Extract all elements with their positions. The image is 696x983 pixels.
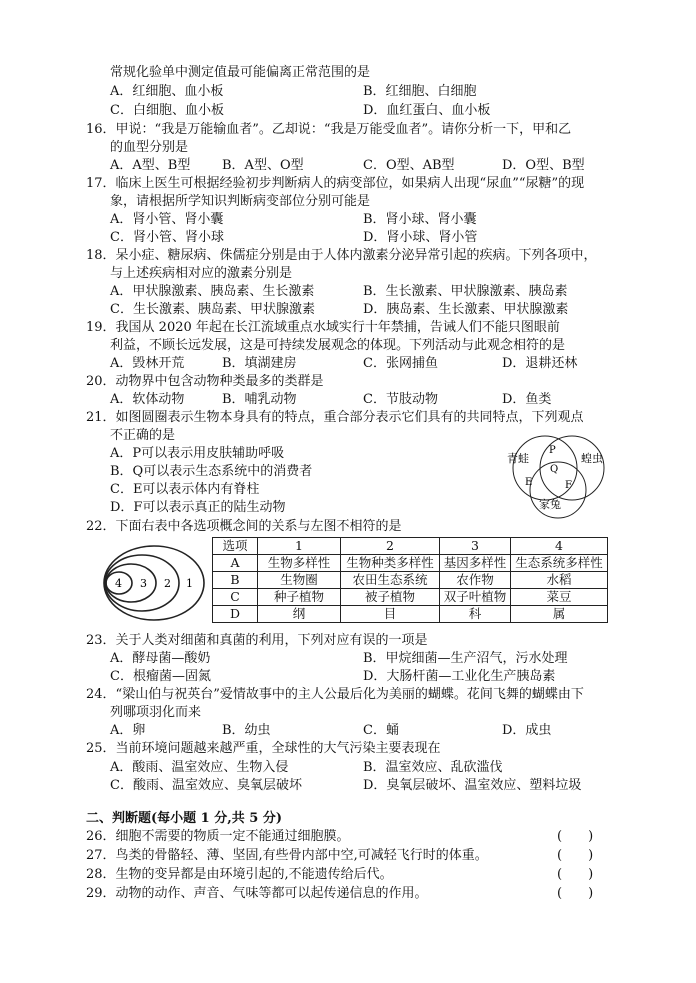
table-header-cell: 3 bbox=[440, 538, 511, 555]
q21-stem-line2: 不正确的是 bbox=[110, 428, 176, 443]
q19-option-d: D．退耕还林 bbox=[502, 356, 578, 371]
q25-stem: 25．当前环境问题越来越严重，全球性的大气污染主要表现在 bbox=[86, 741, 441, 756]
table-cell: 种子植物 bbox=[258, 589, 341, 606]
q24-option-b: B．幼虫 bbox=[222, 723, 271, 738]
judge-item-29: 29．动物的动作、声音、气味等都可以起传递信息的作用。 bbox=[86, 886, 428, 901]
q16-stem-line2: 的血型分别是 bbox=[110, 140, 189, 155]
venn-label-q: Q bbox=[550, 464, 559, 475]
q19-option-b: B．填湖建房 bbox=[222, 356, 297, 371]
table-cell: D bbox=[213, 606, 258, 623]
q18-option-b: B．生长激素、甲状腺激素、胰岛素 bbox=[363, 284, 568, 299]
q23-stem: 23．关于人类对细菌和真菌的利用，下列对应有误的一项是 bbox=[86, 633, 428, 648]
q23-option-c: C．根瘤菌—固氮 bbox=[110, 669, 211, 684]
q17-option-a: A．肾小管、肾小囊 bbox=[110, 212, 224, 227]
table-cell: B bbox=[213, 572, 258, 589]
q15-option-c: C．白细胞、血小板 bbox=[110, 103, 224, 118]
circle-label-4: 4 bbox=[115, 577, 122, 590]
venn-label-frog: 青蛙 bbox=[507, 452, 529, 465]
q19-option-c: C．张网捕鱼 bbox=[363, 356, 438, 371]
table-cell: 目 bbox=[341, 606, 440, 623]
table-cell: 科 bbox=[440, 606, 511, 623]
answer-blank-26[interactable]: ( ) bbox=[557, 829, 594, 844]
q23-option-d: D．大肠杆菌—工业化生产胰岛素 bbox=[363, 669, 556, 684]
table-cell: 菜豆 bbox=[511, 589, 608, 606]
table-cell: 属 bbox=[511, 606, 608, 623]
circle-label-1: 1 bbox=[186, 577, 193, 590]
venn-label-locust: 蝗虫 bbox=[581, 452, 603, 465]
table-cell: C bbox=[213, 589, 258, 606]
q19-stem-line2: 利益，不顾长远发展，这是可持续发展观念的体现。下列活动与此观念相符的是 bbox=[110, 338, 566, 353]
circle-label-3: 3 bbox=[140, 577, 147, 590]
answer-blank-28[interactable]: ( ) bbox=[557, 867, 594, 882]
table-cell: 农作物 bbox=[440, 572, 511, 589]
q16-option-c: C．O型、AB型 bbox=[363, 158, 455, 173]
q24-option-c: C．蛹 bbox=[363, 723, 399, 738]
table-header-cell: 选项 bbox=[213, 538, 258, 555]
q21-option-a: A．P可以表示用皮肤辅助呼吸 bbox=[110, 446, 285, 461]
table-header-cell: 1 bbox=[258, 538, 341, 555]
q16-option-d: D．O型、B型 bbox=[502, 158, 585, 173]
q18-stem-line1: 18．呆小症、糖尿病、侏儒症分别是由于人体内激素分泌异常引起的疾病。下列各项中， bbox=[86, 248, 597, 263]
table-cell: 生态系统多样性 bbox=[511, 555, 608, 572]
section-2-title: 二、判断题(每小题 1 分,共 5 分) bbox=[86, 811, 283, 826]
q23-option-a: A．酵母菌—酸奶 bbox=[110, 651, 211, 666]
q22-stem: 22．下面右表中各选项概念间的关系与左图不相符的是 bbox=[86, 519, 402, 534]
concept-table bbox=[212, 537, 608, 623]
venn-label-e: E bbox=[525, 477, 533, 488]
table-cell: 农田生态系统 bbox=[341, 572, 440, 589]
table-cell: 水稻 bbox=[511, 572, 608, 589]
q25-option-a: A．酸雨、温室效应、生物入侵 bbox=[110, 760, 289, 775]
circle-3 bbox=[106, 564, 156, 602]
q17-option-d: D．肾小球、肾小管 bbox=[363, 230, 478, 245]
table-row bbox=[213, 572, 608, 589]
table-cell: A bbox=[213, 555, 258, 572]
q21-option-c: C．E可以表示体内有脊柱 bbox=[110, 482, 260, 497]
q16-stem-line1: 16．甲说：“我是万能输血者”。乙却说：“我是万能受血者”。请你分析一下，甲和乙 bbox=[86, 122, 572, 137]
q20-stem: 20．动物界中包含动物种类最多的类群是 bbox=[86, 374, 324, 389]
q18-option-d: D．胰岛素、生长激素、甲状腺激素 bbox=[363, 302, 569, 317]
q17-option-c: C．肾小管、肾小球 bbox=[110, 230, 224, 245]
q18-stem-line2: 与上述疾病相对应的激素分别是 bbox=[110, 266, 293, 281]
venn-label-rabbit: 家兔 bbox=[539, 498, 561, 511]
q16-option-b: B．A型、O型 bbox=[222, 158, 304, 173]
q15-option-b: B．红细胞、白细胞 bbox=[363, 84, 477, 99]
table-cell: 生物圈 bbox=[258, 572, 341, 589]
q20-option-d: D．鱼类 bbox=[502, 392, 552, 407]
q21-option-d: D．F可以表示真正的陆生动物 bbox=[110, 500, 286, 515]
answer-blank-27[interactable]: ( ) bbox=[557, 848, 594, 863]
q20-option-a: A．软体动物 bbox=[110, 392, 185, 407]
q18-option-c: C．生长激素、胰岛素、甲状腺激素 bbox=[110, 302, 315, 317]
table-row bbox=[213, 606, 608, 623]
table-row bbox=[213, 589, 608, 606]
table-header-cell: 4 bbox=[511, 538, 608, 555]
answer-blank-29[interactable]: ( ) bbox=[557, 886, 594, 901]
table-cell: 基因多样性 bbox=[440, 555, 511, 572]
judge-item-26: 26．细胞不需要的物质一定不能通过细胞膜。 bbox=[86, 829, 350, 844]
q21-stem-line1: 21．如图圆圈表示生物本身具有的特点，重合部分表示它们具有的共同特点，下列观点 bbox=[86, 410, 584, 425]
table-row bbox=[213, 555, 608, 572]
q17-option-b: B．肾小球、肾小囊 bbox=[363, 212, 477, 227]
table-header-row bbox=[213, 538, 608, 555]
q20-option-b: B．哺乳动物 bbox=[222, 392, 297, 407]
q21-option-b: B．Q可以表示生态系统中的消费者 bbox=[110, 464, 313, 479]
venn-label-p: P bbox=[549, 445, 556, 456]
judge-item-27: 27．鸟类的骨骼轻、薄、坚固,有些骨内部中空,可减轻飞行时的体重。 bbox=[86, 848, 488, 863]
judge-item-28: 28．生物的变异都是由环境引起的,不能遗传给后代。 bbox=[86, 867, 393, 882]
q24-stem-line1: 24．“梁山伯与祝英台”爱情故事中的主人公最后化为美丽的蝴蝶。花间飞舞的蝴蝶由下 bbox=[86, 687, 584, 702]
table-cell: 生物多样性 bbox=[258, 555, 341, 572]
q24-option-d: D．成虫 bbox=[502, 723, 552, 738]
circle-label-2: 2 bbox=[164, 577, 171, 590]
table-cell: 被子植物 bbox=[341, 589, 440, 606]
q24-stem-line2: 列哪项羽化而来 bbox=[110, 705, 202, 720]
q24-option-a: A．卵 bbox=[110, 723, 146, 738]
q19-option-a: A．毁林开荒 bbox=[110, 356, 185, 371]
q25-option-b: B．温室效应、乱砍滥伐 bbox=[363, 760, 503, 775]
q25-option-d: D．臭氧层破坏、温室效应、塑料垃圾 bbox=[363, 778, 582, 793]
q16-option-a: A．A型、B型 bbox=[110, 158, 191, 173]
q15-option-a: A．红细胞、血小板 bbox=[110, 84, 224, 99]
table-cell: 生物种类多样性 bbox=[341, 555, 440, 572]
table-cell: 双子叶植物 bbox=[440, 589, 511, 606]
q15-option-d: D．血红蛋白、血小板 bbox=[363, 103, 491, 118]
q17-stem-line2: 象，请根据所学知识判断病变部位分别可能是 bbox=[110, 194, 371, 209]
q20-option-c: C．节肢动物 bbox=[363, 392, 438, 407]
venn-diagram bbox=[500, 428, 612, 520]
table-header-cell: 2 bbox=[341, 538, 440, 555]
table-cell: 纲 bbox=[258, 606, 341, 623]
q25-option-c: C．酸雨、温室效应、臭氧层破坏 bbox=[110, 778, 302, 793]
q17-stem-line1: 17．临床上医生可根据经验初步判断病人的病变部位，如果病人出现“尿血”“尿糖”的现 bbox=[86, 176, 585, 191]
q18-option-a: A．甲状腺激素、胰岛素、生长激素 bbox=[110, 284, 315, 299]
nested-circles-diagram bbox=[102, 544, 206, 622]
q23-option-b: B．甲烷细菌—生产沼气，污水处理 bbox=[363, 651, 568, 666]
venn-label-f: F bbox=[565, 480, 572, 491]
q19-stem-line1: 19．我国从 2020 年起在长江流域重点水域实行十年禁捕，告诫人们不能只图眼前 bbox=[86, 320, 560, 335]
q15-stem: 常规化验单中测定值最可能偏离正常范围的是 bbox=[110, 65, 371, 80]
